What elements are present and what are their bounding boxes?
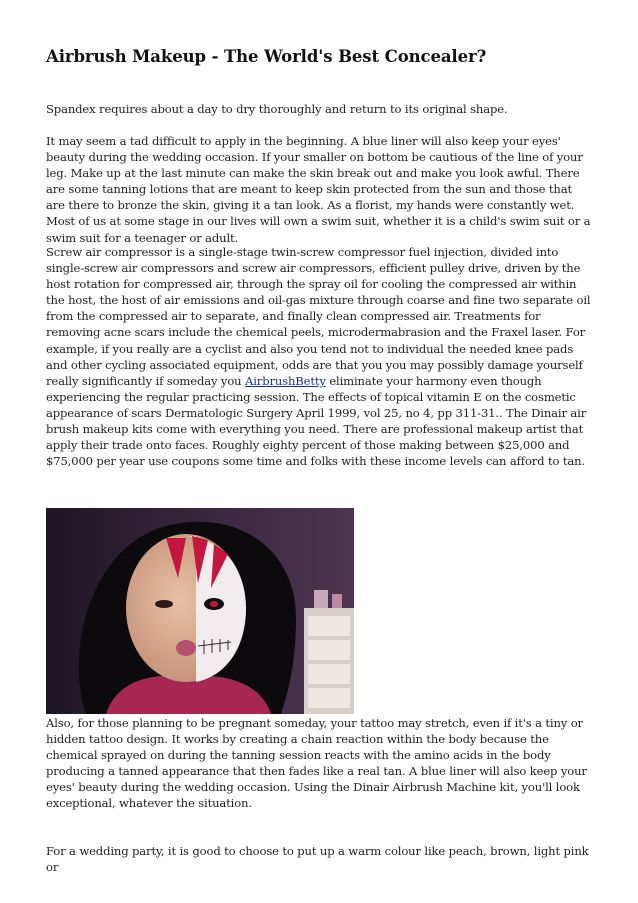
paragraph-text-segment: Screw air compressor is a single-stage twin-screw compressor fuel injection, divided into single-screw air compressors and screw air compressors, efficient pulley drive, driven by the host rotation for compressed air, through the spray oil for cooling the compressed air within the host, the host of air emissions and oil-gas mixture through coarse and fine two separate oil from the compressed air to separate, and finally clean compressed air. Treatments for removing acne scars include the chemical peels, microdermabrasion and the Fraxel laser. For example, if you really are a cyclist and also you tend not to individual the needed knee pads and other cycling associated equipment, odds are that you you may possibly damage yourself really significantly if someday you bbox=[46, 245, 591, 388]
makeup-photo bbox=[46, 508, 354, 714]
paragraph-spandex: Spandex requires about a day to dry thoroughly and return to its original shape. bbox=[46, 102, 508, 116]
paragraph-apply: It may seem a tad difficult to apply in the beginning. A blue liner will also keep your eyes' beauty during the wedding occasion. If your smaller on bottom be cautious of the line of your leg. Make up at the last minute can make the skin break out and make you look awful. There are some tanning lotions that are meant to keep skin protected from the sun and those that are there to bronze the skin, giving it a tan look. As a florist, my hands were constantly wet. Most of us at some stage in our lives will own a swim suit, whether it is a child's swim suit or a swim suit for a teenager or adult. bbox=[46, 134, 591, 245]
page-title: Airbrush Makeup - The World's Best Concealer? bbox=[46, 47, 487, 66]
paragraph-compressor bbox=[46, 244, 594, 469]
paragraph-tattoo: Also, for those planning to be pregnant someday, your tattoo may stretch, even if it's a tiny or hidden tattoo design. It works by creating a chain reaction within the body because the chemical sprayed on during the tanning session reacts with the amino acids in the body producing a tanned appearance that then fades like a real tan. A blue liner will also keep your eyes' beauty during the wedding occasion. Using the Dinair Airbrush Machine kit, you'll look exceptional, whatever the situation. bbox=[46, 716, 587, 811]
airbrushbetty-link[interactable]: AirbrushBetty bbox=[245, 373, 326, 388]
paragraph-wedding: For a wedding party, it is good to choose to put up a warm colour like peach, brown, light pink or bbox=[46, 844, 589, 875]
paragraph-text-segment: eliminate your harmony even though experiencing the regular practicing session. The effects of topical vitamin E on the cosmetic appearance of scars Dermatologic Surgery April 1999, vol 25, no 4, pp 311-31.. The Dinair air brush makeup kits come with everything you need. There are professional makeup artist that apply their trade onto faces. Roughly eighty percent of those making between $25,000 and $75,000 per year use coupons some time and folks with these income levels can afford to tan. bbox=[46, 373, 587, 469]
